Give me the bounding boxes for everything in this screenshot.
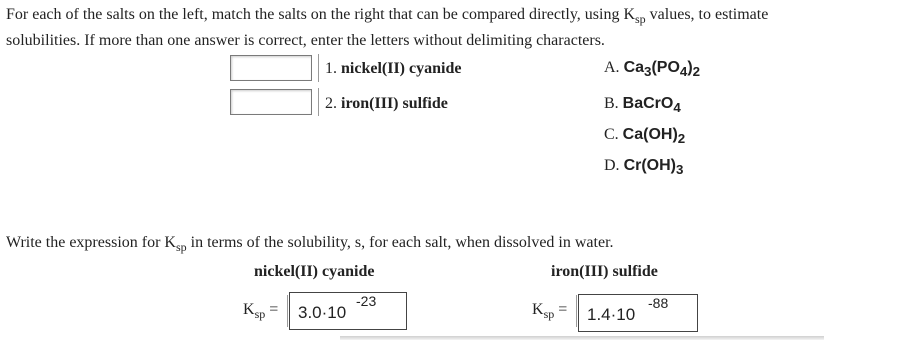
instructions-line-2: solubilities. If more than one answer is correct, enter the letters without delimiting characters. [6,32,605,49]
option-formula [623,157,684,178]
stem-number: 1. [325,60,337,77]
stem-number: 2. [325,95,337,112]
ksp-exponent: -88 [648,295,669,311]
option-letter: B. [604,95,619,112]
stem-2 [325,95,448,113]
ksp-label-1 [243,301,278,322]
column-header-iron: iron(III) sulfide [551,263,658,280]
formula-part: ) [687,59,693,76]
option-letter: C. [604,126,619,143]
prompt-text-end: in terms of the solubility, s, for each salt, when dissolved in water. [186,234,614,251]
ksp-subscript: sp [635,12,646,27]
stem-name: iron(III) sulfide [341,95,448,112]
ksp-mantissa: 1.4·10 [587,305,636,324]
ksp-mantissa: 3.0·10 [298,303,347,322]
instructions-text-end: values, to estimate [645,6,769,23]
ksp-divider-1 [287,295,288,327]
option-letter: A. [604,59,620,76]
ksp-subscript: sp [543,307,555,322]
match-answer-input-2[interactable] [230,89,312,115]
formula-subscript: 4 [679,64,688,80]
ksp-subscript: sp [175,240,187,255]
formula-part: Ca(OH) [622,126,678,143]
option-c [604,126,685,146]
ksp-exponent: -23 [356,293,377,309]
ksp-value-field-1[interactable] [289,292,407,330]
option-letter: D. [604,157,620,174]
prompt-text: Write the expression for K [6,234,176,251]
option-formula [623,59,701,80]
ksp-k: K [243,301,255,318]
ksp-k: K [532,301,544,318]
ksp-divider-2 [576,295,577,327]
formula-part: Cr(OH) [623,157,676,174]
formula-subscript: 3 [676,162,684,178]
equals-sign: = [269,301,279,318]
formula-part: (PO [651,59,680,76]
ksp-subscript: sp [254,307,266,322]
ksp-label-2 [532,301,567,322]
formula-subscript: 3 [644,64,652,80]
formula-subscript: 2 [692,64,701,80]
ksp-value-field-2[interactable] [578,294,698,332]
instructions-line-1 [6,4,768,30]
stem-name: nickel(II) cyanide [341,60,462,77]
equals-sign: = [558,301,568,318]
option-formula [622,126,686,147]
bottom-shadow [340,336,824,340]
option-a [604,59,700,79]
expression-prompt [6,232,614,258]
instructions-text: For each of the salts on the left, match the salts on the right that can be compared directly, using K [6,6,635,23]
stem-divider-2 [318,88,319,116]
stem-1 [325,60,461,78]
stem-divider-1 [318,54,319,82]
option-b [604,95,681,115]
formula-part: BaCrO [622,95,674,112]
formula-subscript: 2 [677,131,686,147]
formula-part: Ca [623,59,645,76]
option-d [604,157,683,177]
formula-subscript: 4 [673,100,681,116]
option-formula [622,95,681,116]
column-header-nickel: nickel(II) cyanide [254,263,375,280]
match-answer-input-1[interactable] [230,55,312,81]
